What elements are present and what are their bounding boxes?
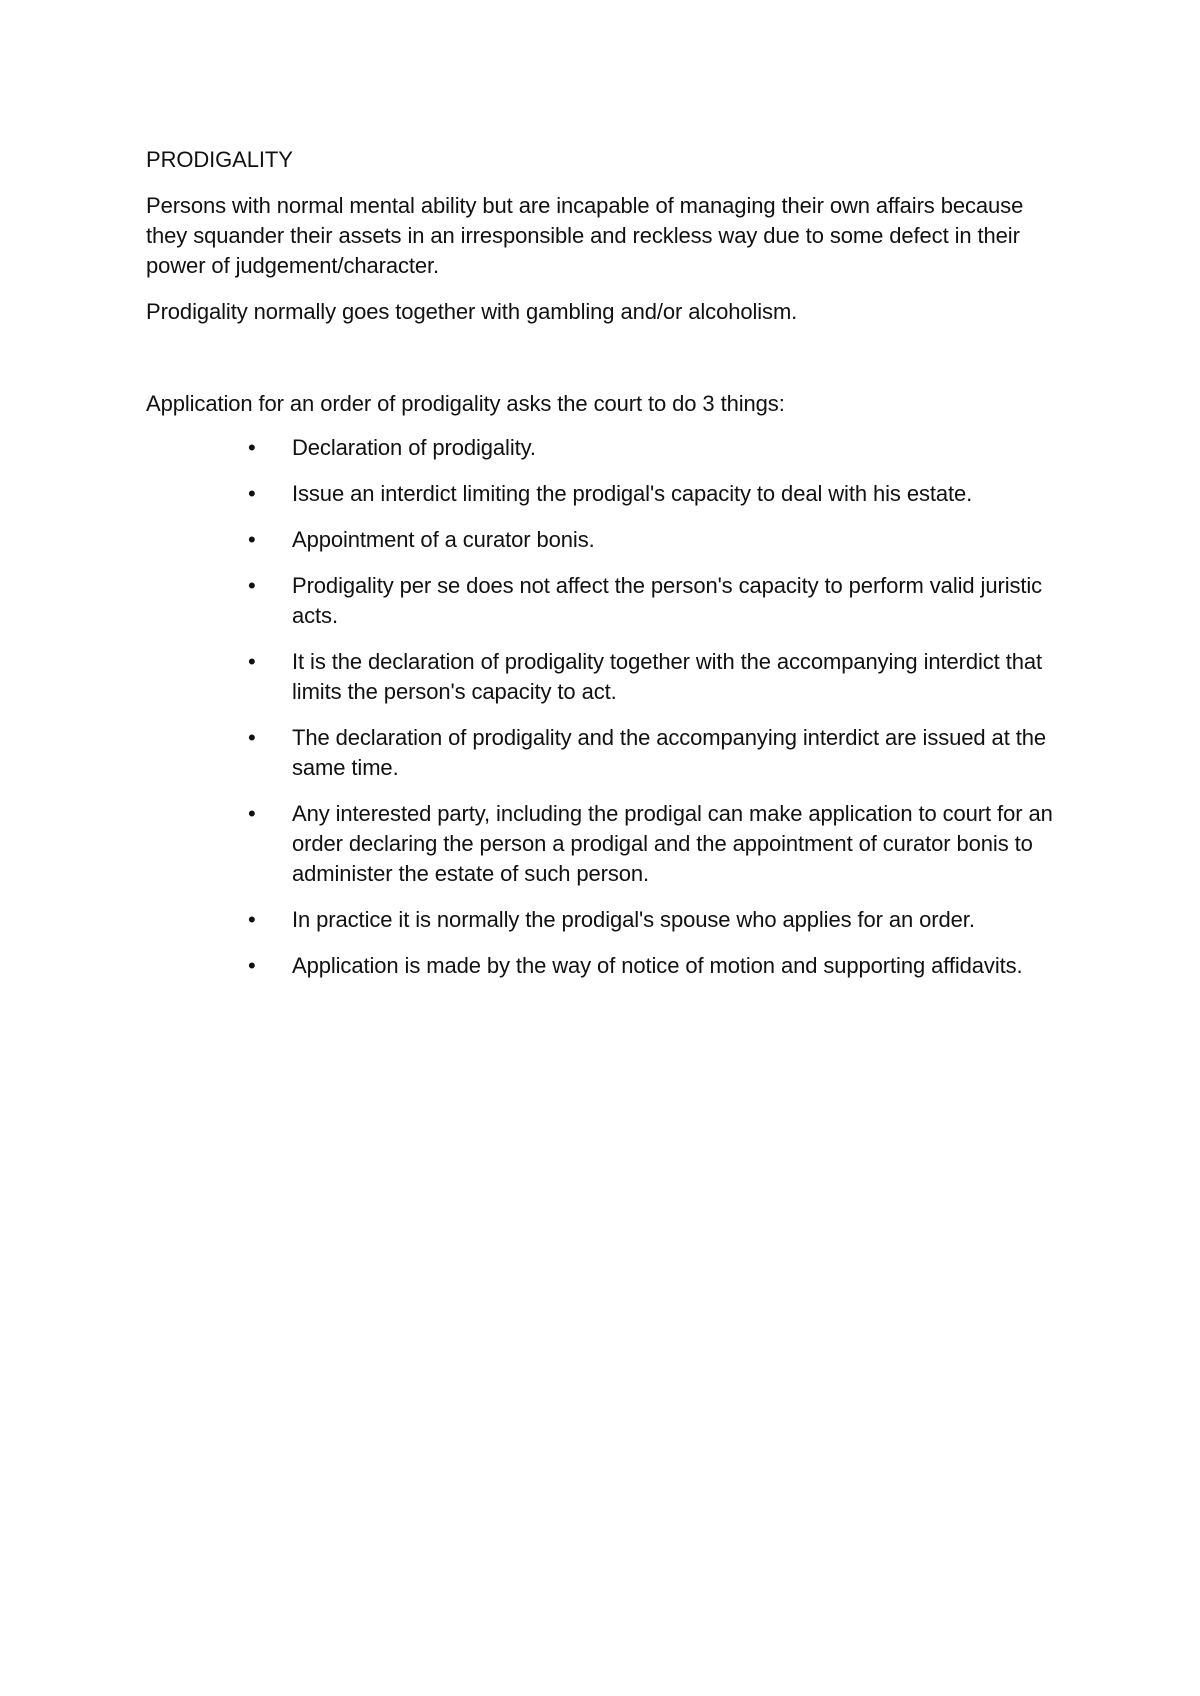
document-body xyxy=(146,145,1066,997)
list-item xyxy=(146,525,1072,555)
list-item-text: Any interested party, including the prodigal can make application to court for an order declaring the person a prodigal and the appointment of curator bonis to administer the estate of such person. xyxy=(292,801,1053,886)
list-item xyxy=(146,647,1072,707)
list-item-text: Application is made by the way of notice of motion and supporting affidavits. xyxy=(292,953,1023,978)
bullet-icon: • xyxy=(248,481,256,506)
bullet-icon: • xyxy=(248,725,256,750)
bullet-icon: • xyxy=(248,801,256,826)
bullet-icon: • xyxy=(248,907,256,932)
bullet-icon: • xyxy=(248,953,256,978)
list-item xyxy=(146,799,1072,889)
list-item xyxy=(146,571,1072,631)
bullet-icon: • xyxy=(248,649,256,674)
list-item-text: Declaration of prodigality. xyxy=(292,435,536,460)
bullet-icon: • xyxy=(248,435,256,460)
list-item xyxy=(146,433,1072,463)
list-item-text: Prodigality per se does not affect the person's capacity to perform valid juristic acts. xyxy=(292,573,1043,628)
paragraph-application-intro: Application for an order of prodigality asks the court to do 3 things: xyxy=(146,391,785,416)
paragraph-definition: Persons with normal mental ability but are incapable of managing their own affairs because they squander their assets in an irresponsible and reckless way due to some defect in their power of judgement/character. xyxy=(146,193,1024,278)
list-item xyxy=(146,723,1072,783)
list-item xyxy=(146,479,1072,509)
list-item xyxy=(146,905,1072,935)
document-title: PRODIGALITY xyxy=(146,147,293,172)
paragraph-gambling-alcoholism: Prodigality normally goes together with gambling and/or alcoholism. xyxy=(146,299,798,324)
bullet-icon: • xyxy=(248,527,256,552)
list-item-text: Appointment of a curator bonis. xyxy=(292,527,595,552)
list-item xyxy=(146,951,1072,981)
bullet-list xyxy=(146,433,1066,981)
list-item-text: Issue an interdict limiting the prodigal's capacity to deal with his estate. xyxy=(292,481,973,506)
list-item-text: It is the declaration of prodigality together with the accompanying interdict that limits the person's capacity to act. xyxy=(292,649,1043,704)
list-item-text: The declaration of prodigality and the accompanying interdict are issued at the same time. xyxy=(292,725,1047,780)
bullet-icon: • xyxy=(248,573,256,598)
spacer xyxy=(146,343,1066,389)
list-item-text: In practice it is normally the prodigal's spouse who applies for an order. xyxy=(292,907,975,932)
